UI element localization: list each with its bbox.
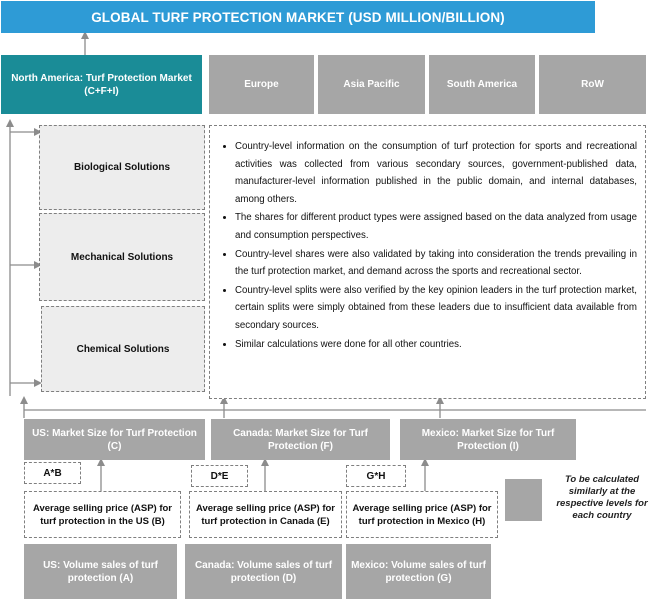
note-item: • Similar calculations were done for all other countries. (235, 336, 637, 354)
volume-mexico: Mexico: Volume sales of turf protection (G) (346, 544, 491, 599)
legend-note: To be calculated similarly at the respective levels for each country (556, 474, 648, 521)
solution-mechanical: Mechanical Solutions (39, 213, 205, 301)
page-title: GLOBAL TURF PROTECTION MARKET (USD MILLION/BILLION) (1, 1, 595, 33)
formula-canada: D*E (191, 465, 248, 487)
legend-swatch (505, 479, 542, 521)
note-item: • Country-level information on the consumption of turf protection for sports and recreational activities was collected from various secondary sources, government-published data, manufacturer-level information published in the public domain, and internal databases, among others. (235, 138, 637, 208)
market-size-mexico: Mexico: Market Size for Turf Protection (I) (400, 419, 576, 460)
methodology-notes (209, 125, 646, 399)
region-north-america: North America: Turf Protection Market (C+F+I) (1, 55, 202, 114)
formula-us: A*B (24, 462, 81, 484)
region-asia-pacific: Asia Pacific (318, 55, 425, 114)
region-row: RoW (539, 55, 646, 114)
region-europe: Europe (209, 55, 314, 114)
note-item: • Country-level splits were also verified by the key opinion leaders in the turf protection market, certain splits were simply obtained from these leaders due to insufficient data available from secondary sources. (235, 282, 637, 335)
asp-mexico: Average selling price (ASP) for turf protection in Mexico (H) (346, 491, 498, 538)
solution-chemical: Chemical Solutions (41, 306, 205, 392)
formula-mexico: G*H (346, 465, 406, 487)
market-size-canada: Canada: Market Size for Turf Protection (F) (211, 419, 390, 460)
market-size-us: US: Market Size for Turf Protection (C) (24, 419, 205, 460)
note-item: • Country-level shares were also validated by taking into consideration the trends prevailing in the turf protection market, and demand across the sports and recreational sector. (235, 246, 637, 281)
asp-canada: Average selling price (ASP) for turf protection in Canada (E) (189, 491, 342, 538)
note-item: • The shares for different product types were assigned based on the data analyzed from usage and consumption perspectives. (235, 209, 637, 244)
region-south-america: South America (429, 55, 535, 114)
volume-canada: Canada: Volume sales of turf protection (D) (185, 544, 342, 599)
solution-biological: Biological Solutions (39, 125, 205, 210)
volume-us: US: Volume sales of turf protection (A) (24, 544, 177, 599)
asp-us: Average selling price (ASP) for turf protection in the US (B) (24, 491, 181, 538)
